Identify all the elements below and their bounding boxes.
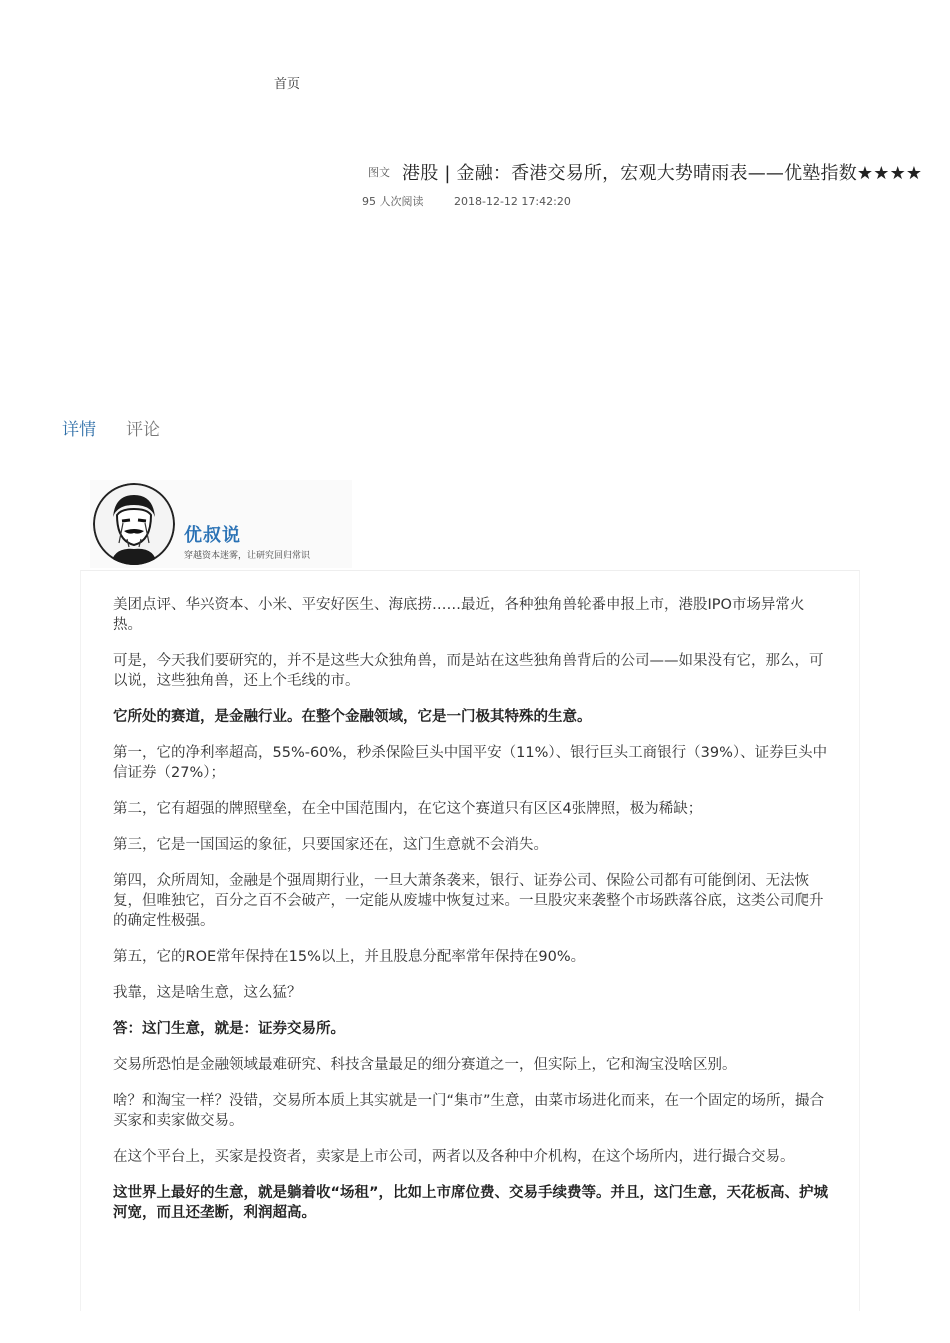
body-paragraph: 这世界上最好的生意，就是躺着收“场租”，比如上市席位费、交易手续费等。并且，这门生意，天花板高、护城河宽，而且还垄断，利润超高。	[113, 1185, 829, 1221]
author-banner	[90, 480, 352, 568]
body-paragraph: 第二，它有超强的牌照壁垒，在全中国范围内，在它这个赛道只有区区4张牌照，极为稀缺；	[113, 801, 703, 817]
article-content	[80, 570, 860, 1311]
article-title-row	[368, 158, 950, 186]
author-avatar	[93, 483, 175, 565]
body-paragraph: 啥？和淘宝一样？没错，交易所本质上其实就是一门“集市”生意，由菜市场进化而来，在一个固定的场所，撮合买家和卖家做交易。	[113, 1093, 825, 1129]
author-name: 优叔说	[184, 525, 241, 546]
body-paragraph: 第四，众所周知，金融是个强周期行业，一旦大萧条袭来，银行、证券公司、保险公司都有可能倒闭、无法恢复，但唯独它，百分之百不会破产，一定能从废墟中恢复过来。一旦股灾来袭整个市场跌落谷底，这类公司爬升的确定性极强。	[113, 873, 824, 929]
article-body	[113, 595, 831, 1239]
article-meta	[362, 193, 571, 209]
article-title: 港股 | 金融：香港交易所，宏观大势晴雨表——优塾指数★★★★	[402, 163, 923, 184]
body-paragraph: 第一，它的净利率超高，55%-60%，秒杀保险巨头中国平安（11%）、银行巨头工商银行（39%）、证券巨头中信证券（27%）；	[113, 745, 828, 781]
article-type-tag: 图文	[368, 166, 390, 179]
read-count: 95 人次阅读	[362, 195, 424, 208]
body-paragraph: 我靠，这是啥生意，这么猛？	[113, 985, 302, 1001]
nav-home-link[interactable]: 首页	[274, 77, 301, 92]
body-paragraph: 在这个平台上，买家是投资者，卖家是上市公司，两者以及各种中介机构，在这个场所内，进行撮合交易。	[113, 1149, 795, 1165]
body-paragraph: 交易所恐怕是金融领域最难研究、科技含量最足的细分赛道之一，但实际上，它和淘宝没啥区别。	[113, 1057, 737, 1073]
body-paragraph: 它所处的赛道，是金融行业。在整个金融领域，它是一门极其特殊的生意。	[113, 709, 592, 725]
portrait-icon	[93, 483, 175, 565]
tab-comments[interactable]: 评论	[126, 420, 160, 440]
publish-time: 2018-12-12 17:42:20	[454, 195, 571, 208]
content-tabs	[62, 415, 190, 440]
body-paragraph: 答：这门生意，就是：证券交易所。	[113, 1021, 345, 1037]
body-paragraph: 美团点评、华兴资本、小米、平安好医生、海底捞……最近，各种独角兽轮番申报上市，港股IPO市场异常火热。	[113, 597, 805, 633]
body-paragraph: 第三，它是一国国运的象征，只要国家还在，这门生意就不会消失。	[113, 837, 548, 853]
tab-details[interactable]: 详情	[62, 420, 96, 440]
body-paragraph: 可是，今天我们要研究的，并不是这些大众独角兽，而是站在这些独角兽背后的公司——如果没有它，那么，可以说，这些独角兽，还上个毛线的市。	[113, 653, 824, 689]
body-paragraph: 第五，它的ROE常年保持在15%以上，并且股息分配率常年保持在90%。	[113, 949, 586, 965]
author-slogan: 穿越资本迷雾，让研究回归常识	[184, 551, 311, 561]
